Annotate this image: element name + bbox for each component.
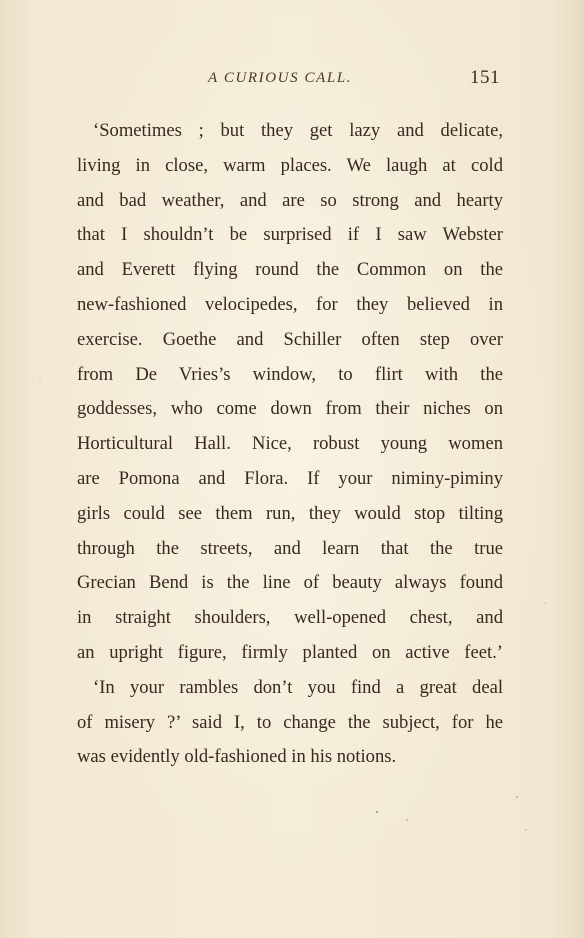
text-line: was evidently old-fashioned in his notions. — [77, 746, 397, 768]
text-line: living in close, warm places. We laugh at cold — [77, 154, 503, 176]
text-line: of misery ?’ said I, to change the subject, for he — [77, 711, 503, 733]
text-line: that I shouldn’t be surprised if I saw Webster — [77, 224, 503, 246]
text-line: and Everett flying round the Common on the — [77, 259, 503, 281]
body-text — [77, 114, 503, 775]
text-line: Grecian Bend is the line of beauty always found — [77, 572, 503, 594]
running-title: A CURIOUS CALL. — [208, 70, 353, 86]
text-line: goddesses, who come down from their niches on — [77, 398, 503, 420]
text-line: girls could see them run, they would stop tilting — [77, 502, 503, 524]
text-line: from De Vries’s window, to flirt with the — [77, 363, 503, 385]
text-line: an upright figure, firmly planted on active feet.’ — [77, 641, 503, 663]
text-line: ‘In your rambles don’t you find a great deal — [93, 676, 503, 698]
running-head — [0, 66, 584, 96]
text-line: through the streets, and learn that the true — [77, 537, 503, 559]
text-line: ‘Sometimes ; but they get lazy and delicate, — [93, 120, 503, 141]
text-line: and bad weather, and are so strong and hearty — [77, 189, 503, 211]
text-line: in straight shoulders, well-opened chest, and — [77, 607, 503, 629]
text-line: Horticultural Hall. Nice, robust young women — [77, 433, 503, 455]
page-number: 151 — [470, 67, 500, 88]
text-line: new-fashioned velocipedes, for they believed in — [77, 293, 503, 315]
text-line: exercise. Goethe and Schiller often step over — [77, 328, 503, 350]
text-line: are Pomona and Flora. If your niminy-piminy — [77, 467, 503, 489]
